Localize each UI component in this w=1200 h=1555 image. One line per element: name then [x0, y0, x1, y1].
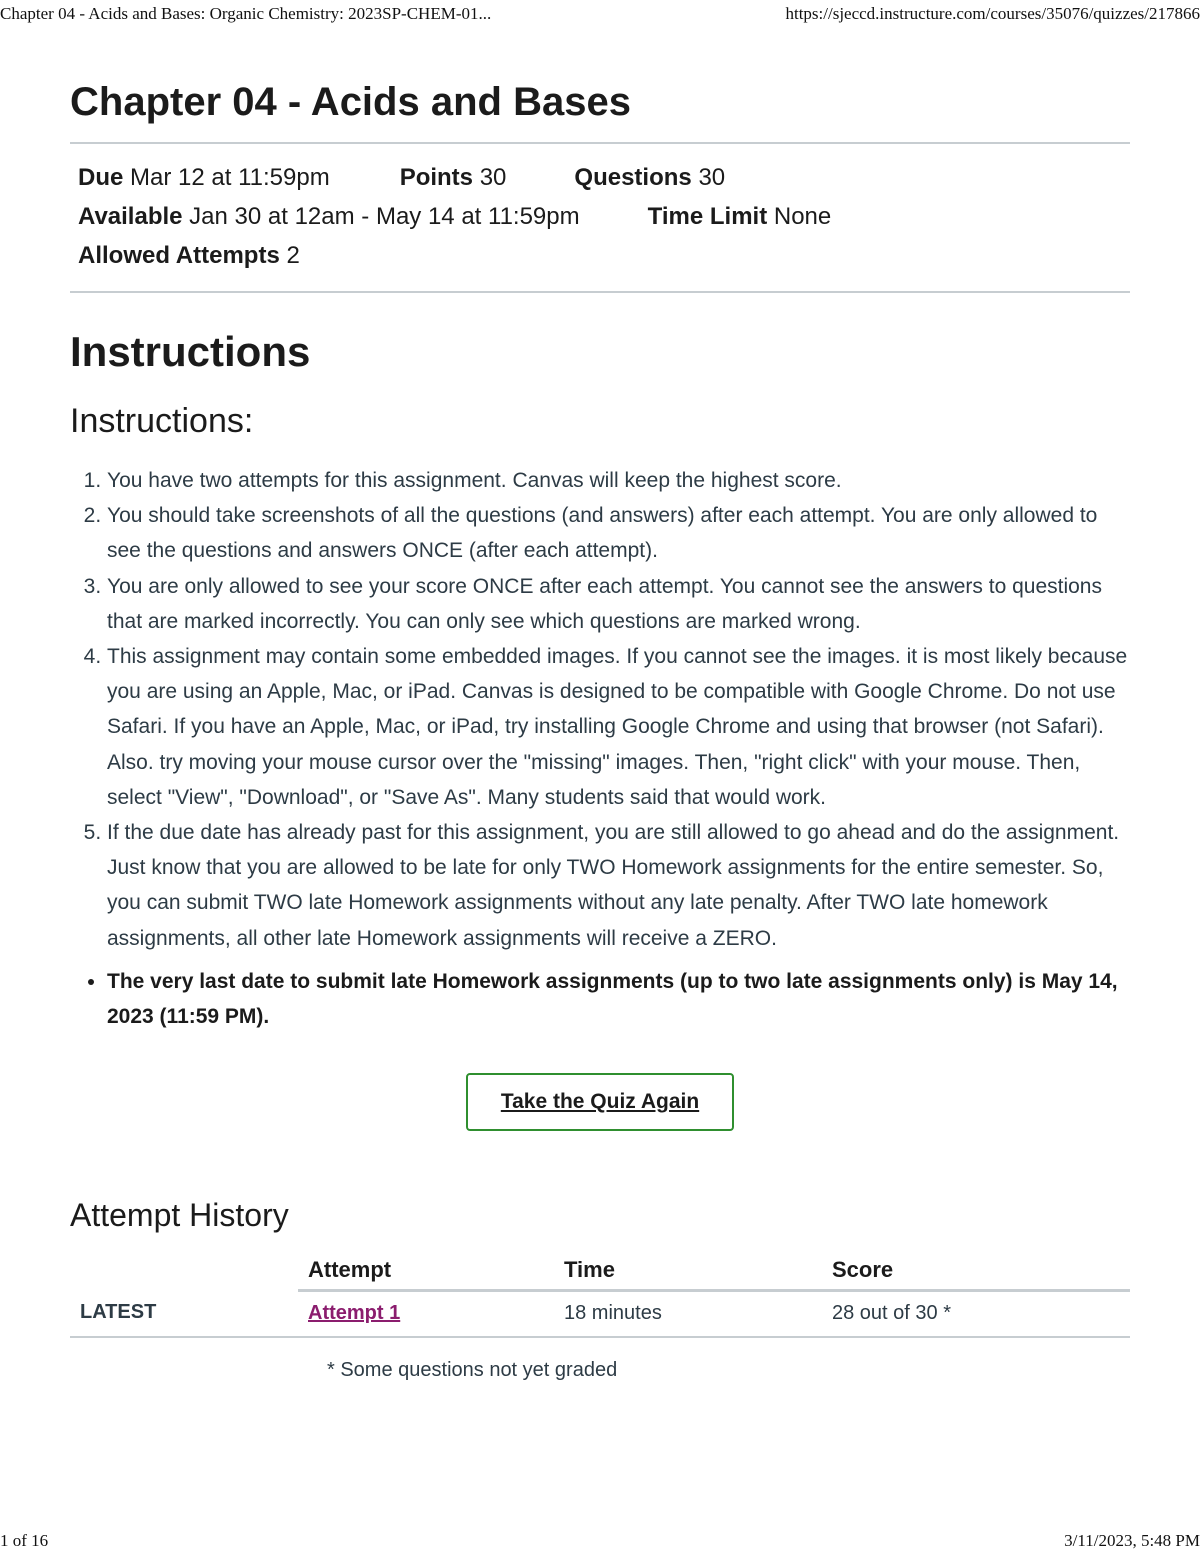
- meta-time-limit-label: Time Limit: [647, 203, 768, 230]
- attempt-score: 28 out of 30 *: [822, 1290, 1130, 1337]
- meta-row-1: [78, 158, 1122, 197]
- meta-allowed-attempts: [78, 236, 300, 275]
- quiz-title: Chapter 04 - Acids and Bases: [70, 78, 1130, 144]
- meta-questions-label: Questions: [574, 164, 692, 191]
- print-header: [0, 4, 1200, 28]
- late-deadline-note-list: [70, 964, 1130, 1034]
- meta-due-value: Mar 12 at 11:59pm: [130, 164, 330, 191]
- print-footer: [0, 1531, 1200, 1555]
- print-timestamp: 3/11/2023, 5:48 PM: [1064, 1531, 1200, 1550]
- late-deadline-note: • The very last date to submit late Homework assignments (up to two late assignments only) is May 14, 2023 (11:59 PM).: [107, 964, 1130, 1034]
- meta-points: [400, 158, 507, 197]
- meta-available-value: Jan 30 at 12am - May 14 at 11:59pm: [189, 203, 580, 230]
- meta-due-label: Due: [78, 164, 124, 191]
- retake-button-wrap: [70, 1073, 1130, 1131]
- meta-points-value: 30: [479, 164, 507, 191]
- meta-time-limit: [648, 197, 832, 236]
- instructions-subheading: Instructions:: [70, 402, 254, 440]
- meta-attempts-label: Allowed Attempts: [78, 242, 280, 269]
- column-header-score: Score: [822, 1257, 1130, 1291]
- meta-points-label: Points: [399, 164, 474, 191]
- instruction-item: 1. You have two attempts for this assignment. Canvas will keep the highest score.: [107, 463, 1130, 498]
- instruction-item: 3. You are only allowed to see your score ONCE after each attempt. You cannot see the answers to questions that are marked incorrectly. You can only see which questions are marked wrong.: [107, 569, 1130, 639]
- meta-row-3: [78, 236, 1122, 275]
- instruction-item: 2. You should take screenshots of all the questions (and answers) after each attempt. You are only allowed to see the questions and answers ONCE (after each attempt).: [107, 498, 1130, 568]
- attempt-1-link[interactable]: Attempt 1: [308, 1301, 401, 1324]
- table-row: [70, 1290, 1130, 1337]
- instruction-item: 5. If the due date has already past for this assignment, you are still allowed to go ahead and do the assignment. Just know that you are allowed to be late for only TWO Homework assignments for the entire semester. So, you can submit TWO late Homework assignments without any late penalty. After TWO late homework assignments, all other late Homework assignments will receive a ZERO.: [107, 815, 1130, 956]
- attempt-history-header-row: [70, 1257, 1130, 1291]
- quiz-content: [70, 78, 1130, 1382]
- print-header-page-title: Chapter 04 - Acids and Bases: Organic Chemistry: 2023SP-CHEM-01...: [0, 4, 492, 23]
- quiz-meta: [70, 144, 1130, 293]
- instruction-item: 4. This assignment may contain some embedded images. If you cannot see the images. it is most likely because you are using an Apple, Mac, or iPad. Canvas is designed to be compatible with Google Chrome. Do not use Safari. If you have an Apple, Mac, or iPad, try installing Google Chrome and using that browser (not Safari). Also. try moving your mouse cursor over the "missing" images. Then, "right click" with your mouse. Then, select "View", "Download", or "Save As". Many students said that would work.: [107, 639, 1130, 815]
- ungraded-footnote: * Some questions not yet graded: [327, 1358, 618, 1381]
- instructions-heading: Instructions: [70, 328, 311, 375]
- meta-row-2: [78, 197, 1122, 236]
- attempt-time: 18 minutes: [554, 1290, 822, 1337]
- attempt-cell: [298, 1290, 554, 1337]
- attempt-history-table: [70, 1257, 1130, 1338]
- meta-available: [78, 197, 580, 236]
- instructions-list: [70, 463, 1130, 956]
- print-header-url: https://sjeccd.instructure.com/courses/35076/quizzes/217866: [785, 4, 1200, 23]
- column-header-time: Time: [554, 1257, 822, 1291]
- meta-available-label: Available: [78, 203, 183, 230]
- meta-attempts-value: 2: [286, 242, 300, 269]
- take-quiz-again-button[interactable]: Take the Quiz Again: [466, 1073, 734, 1131]
- column-header-attempt: Attempt: [298, 1257, 554, 1291]
- meta-questions-value: 30: [698, 164, 726, 191]
- meta-questions: [574, 158, 725, 197]
- meta-due: [78, 158, 330, 197]
- meta-time-limit-value: None: [773, 203, 832, 230]
- column-header-status: [70, 1257, 298, 1291]
- attempt-history-heading: Attempt History: [70, 1196, 289, 1233]
- attempt-status: LATEST: [70, 1290, 298, 1337]
- page-number: 1 of 16: [0, 1531, 49, 1550]
